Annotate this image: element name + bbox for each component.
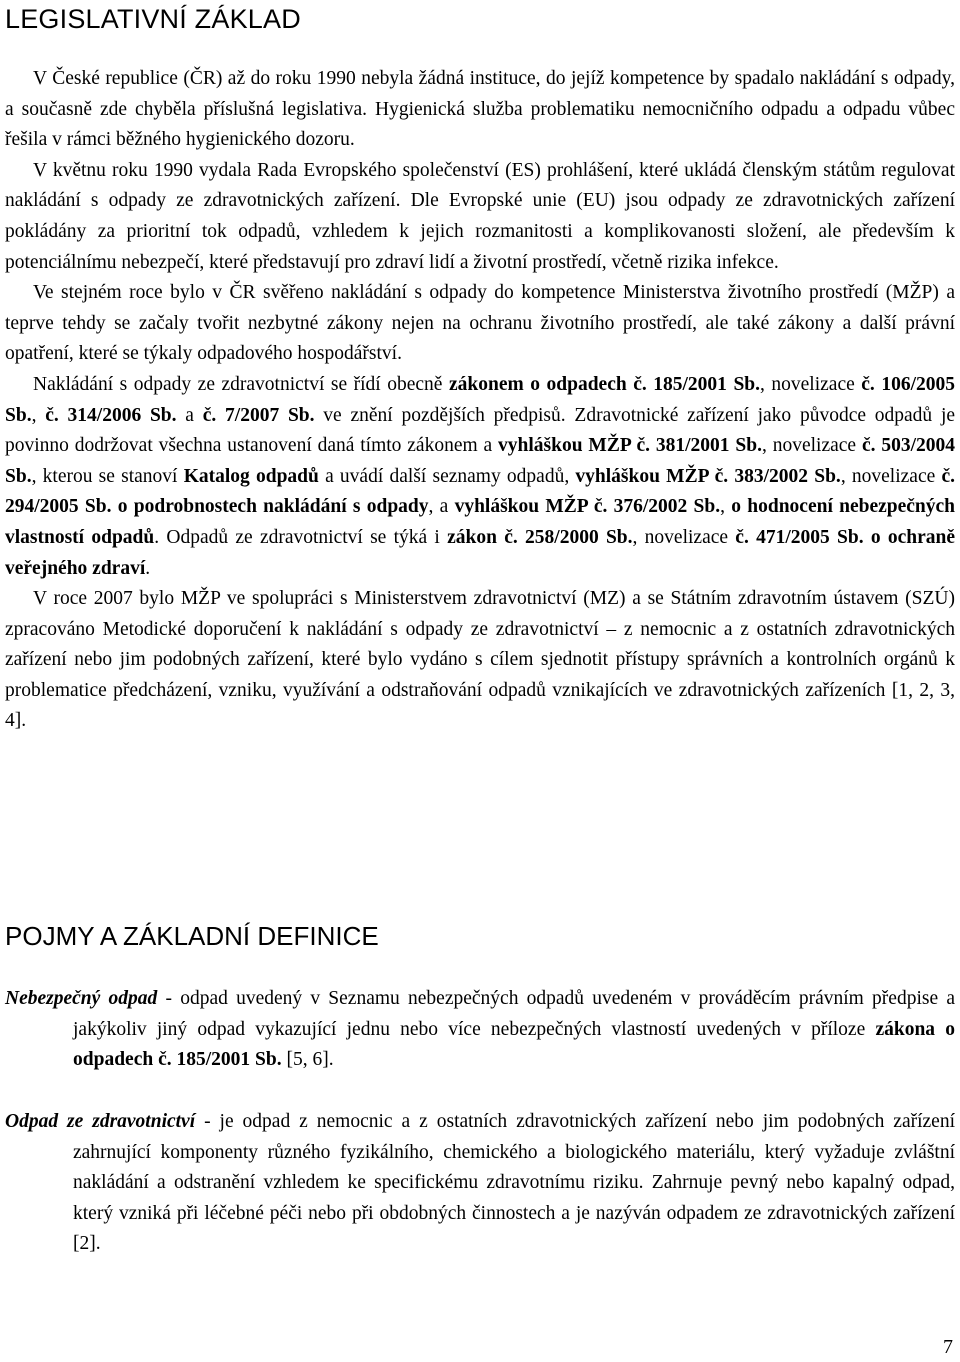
bold-run: o podrobnostech nakládání s odpady — [117, 496, 429, 518]
bold-run: č. 7/2007 Sb. — [202, 404, 315, 426]
text-run: . Odpadů ze zdravotnictví se týká i — [154, 526, 448, 548]
paragraph-2: V květnu roku 1990 vydala Rada Evropského společenství (ES) prohlášení, které ukládá členským státům regulovat nakládání s odpady ze zdravotnických zařízení. Dle Evropské unie (EU) jsou odpady ze zdravotnických zařízení pokládány za prioritní tok odpadů, vzhledem k jejich rozmanitosti a komplikovanosti složení, ale především k potenciálnímu nebezpečí, které představují pro zdraví lidí a životní prostředí, včetně rizika infekce. — [5, 159, 955, 273]
bold-run: č. 294/2005 Sb. — [5, 465, 955, 518]
paragraph-1: V České republice (ČR) až do roku 1990 nebyla žádná instituce, do jejíž kompetence by spadalo nakládání s odpady, a současně zde chyběla příslušná legislativa. Hygienická služba problematiku nemocničního odpadu a odpadu vůbec řešila v rámci běžného hygienického dozoru. — [5, 68, 955, 151]
bold-run: Katalog odpadů — [183, 465, 319, 487]
page-number: 7 — [943, 1336, 953, 1358]
definition-text: [5, 6]. — [281, 1049, 334, 1071]
legislation-body — [5, 64, 955, 737]
text-run: , — [720, 496, 732, 518]
bold-run: zákona o odpadech č. 185/2001 Sb. — [73, 1018, 955, 1071]
paragraph-4 — [5, 370, 955, 584]
bold-run: o ochraně veřejného zdraví — [5, 526, 956, 579]
text-run: , novelizace — [840, 465, 942, 487]
section-heading-legislation: LEGISLATIVNÍ ZÁKLAD — [5, 4, 301, 34]
paragraph-3: Ve stejném roce bylo v ČR svěřeno nakládání s odpady do kompetence Ministerstva životního prostředí (MŽP) a teprve tehdy se začaly tvořit nezbytné zákony nejen na ochranu životního prostředí, ale také zákony a další právní opatření, které se týkaly odpadového hospodářství. — [5, 282, 955, 365]
bold-run: vyhláškou MŽP č. 376/2002 Sb. — [454, 496, 721, 518]
text-run: , a — [428, 496, 455, 518]
definition-text: - odpad uvedený v Seznamu nebezpečných odpadů uvedeném v prováděcím právním předpise a jakýkoliv jiný odpad vykazující jednu nebo více nebezpečných vlastností uvedených v příloze — [73, 988, 955, 1040]
bold-run: vyhláškou MŽP č. 383/2002 Sb. — [575, 465, 841, 487]
definition-term: Odpad ze zdravotnictví — [5, 1111, 196, 1132]
bold-run: vyhláškou MŽP č. 381/2001 Sb. — [498, 435, 762, 457]
bold-run: zákonem o odpadech č. 185/2001 Sb. — [448, 373, 761, 395]
definition-1 — [5, 984, 955, 1076]
bold-run: č. 471/2005 Sb. — [735, 526, 864, 548]
definition-2 — [5, 1107, 955, 1260]
text-run: Nakládání s odpady ze zdravotnictví se řídí obecně — [33, 373, 449, 395]
definition-hazardous-waste — [5, 984, 955, 1076]
bold-run: č. 106/2005 Sb. — [5, 373, 955, 426]
bold-run: č. 503/2004 Sb. — [5, 435, 955, 487]
definition-term: Nebezpečný odpad — [5, 988, 158, 1009]
text-run: , kterou se stanoví — [31, 465, 184, 487]
text-run: , novelizace — [761, 435, 862, 457]
text-run: , — [31, 404, 46, 426]
paragraph-5: V roce 2007 bylo MŽP ve spolupráci s Ministerstvem zdravotnictví (MZ) a se Státním zdravotním ústavem (SZÚ) zpracováno Metodické doporučení k nakládání s odpady ze zdravotnictví – z nemocnic a z ostatních zdravotnických zařízení nebo jim podobných zařízení, které bylo vydáno s cílem sjednotit přístupy správních a kontrolních orgánů k problematice předcházení, vzniku, využívání a odstraňování odpadů vznikajících ve zdravotnických zařízeních [1, 2, 3, 4]. — [5, 588, 955, 732]
text-run: . — [145, 557, 151, 579]
section-heading-definitions: POJMY A ZÁKLADNÍ DEFINICE — [5, 921, 379, 951]
bold-run: o hodnocení nebezpečných vlastností odpadů — [5, 496, 956, 548]
text-run — [864, 527, 871, 548]
bold-run: č. 314/2006 Sb. — [45, 404, 177, 426]
definition-healthcare-waste — [5, 1107, 955, 1260]
text-run: a uvádí další seznamy odpadů, — [318, 465, 576, 487]
text-run: a — [176, 404, 203, 426]
definition-text: - je odpad z nemocnic a z ostatních zdravotnických zařízení nebo jim podobných zařízení zahrnující komponenty různého fyzikálního, chemického a biologického materiálu, který vyžaduje zvláštní nakládání a odstranění vzhledem ke specifickému zdravotnímu riziku. Zahrnuje pevný nebo kapalný odpad, který vzniká při léčebné péči nebo při obdobných činnostech a je nazýván odpadem ze zdravotnických zařízení [2]. — [73, 1111, 955, 1255]
bold-run: zákon č. 258/2000 Sb. — [447, 526, 633, 548]
text-run: , novelizace — [760, 373, 862, 395]
text-run: ve znění pozdějších předpisů. Zdravotnické zařízení jako původce odpadů je povinno dodržovat všechna ustanovení daná tímto zákonem a — [5, 404, 956, 457]
text-run: , novelizace — [632, 526, 736, 548]
